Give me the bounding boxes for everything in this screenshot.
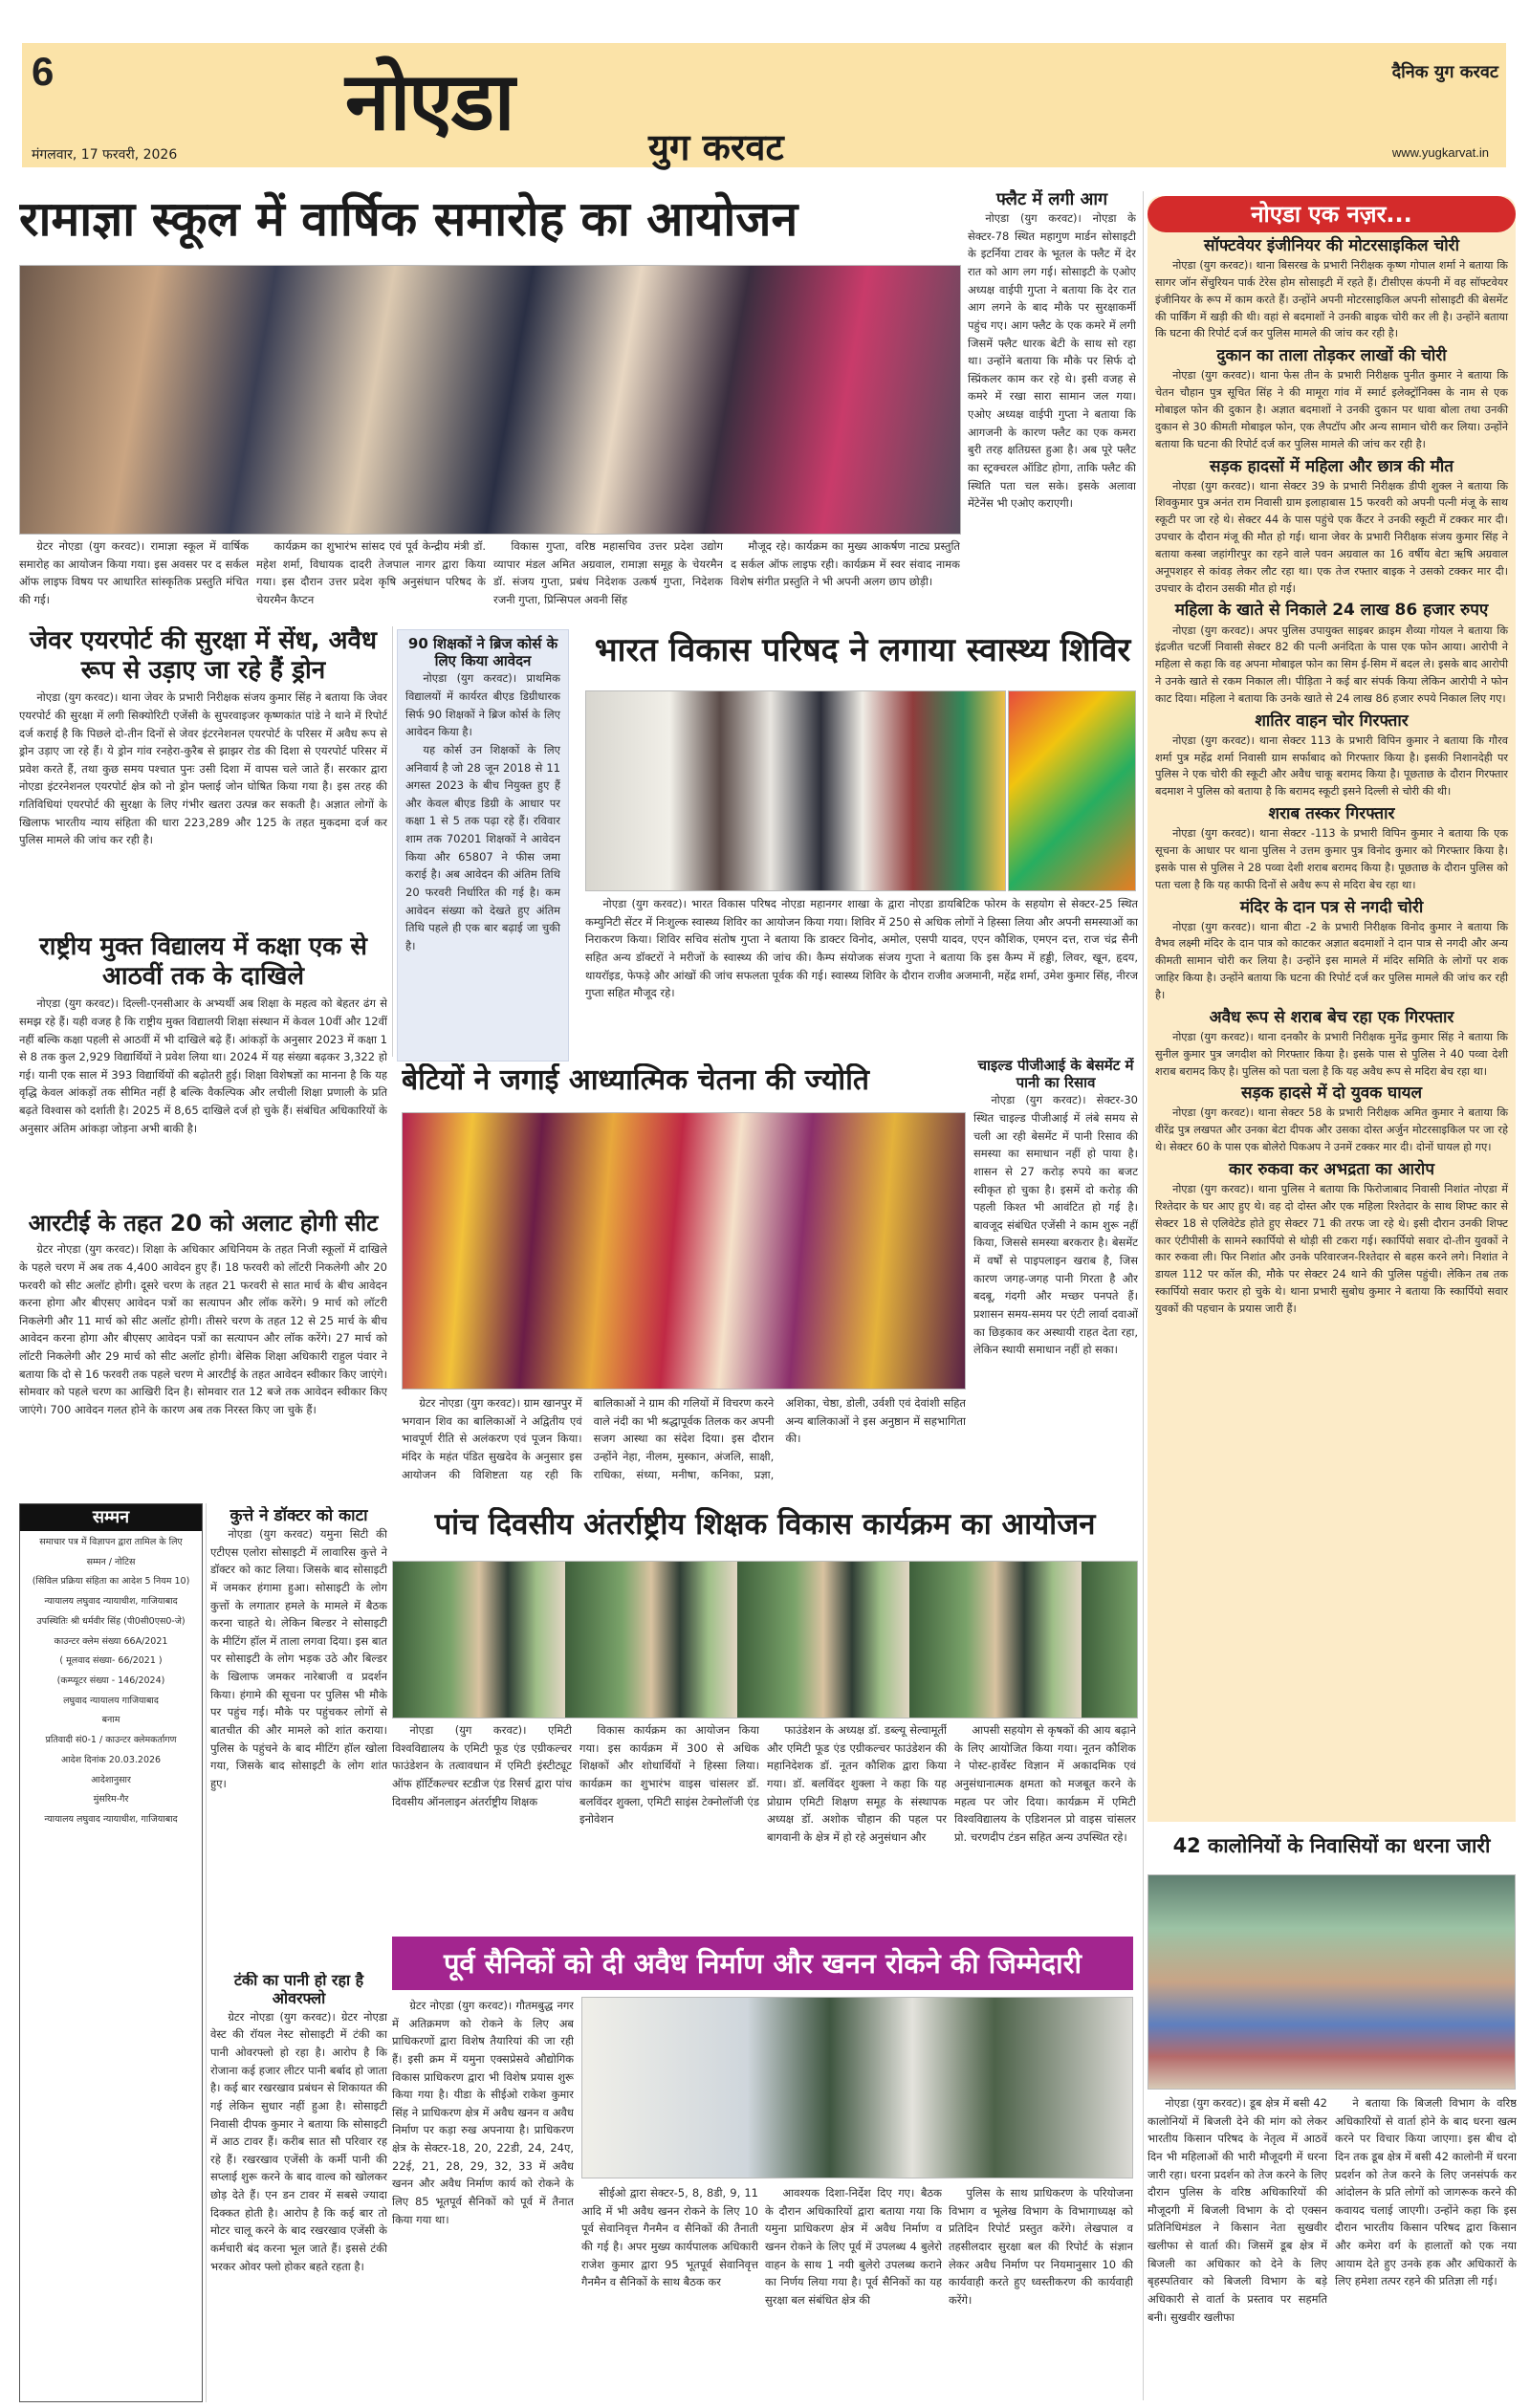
- headline: फ्लैट में लगी आग: [995, 189, 1108, 209]
- sidebar-news-item: [1148, 1160, 1516, 1318]
- sidebar-news-item: [1148, 236, 1516, 342]
- page-number: 6: [32, 49, 55, 94]
- news-item-headline: शातिर वाहन चोर गिरफ्तार: [1255, 711, 1409, 731]
- news-item-headline: अवैध रूप से शराब बेच रहा एक गिरफ्तार: [1209, 1007, 1454, 1027]
- notice-line: आदेश दिनांक 20.03.2026: [60, 1754, 162, 1765]
- notice-line: आदेशानुसार: [91, 1774, 131, 1785]
- news-item-body: नोएडा (युग करवट)। थाना सेक्टर 39 के प्रभारी निरीक्षक डीपी शुक्ल ने बताया कि शिवकुमार पुत्र अनंत राम निवासी ग्राम इलाहाबास 15 फरवरी को अपनी पत्नी मंजू के साथ स्कूटी पर जा रहे थे। सेक्टर 44 के पास पहुंचे एक कैंटर ने उनकी स्कूटी में टक्कर मार दी। उपचार के दौरान मंजू की मौत हो गई। थाना जेवर के प्रभारी निरीक्षक संजय कुमार सिंह ने बताया कस्बा जहांगीरपुर का रहने वाले पवन अग्रवाल का 16 वर्षीय बेटा ऋषि अग्रवाल अनूपशहर से कांवड़ लेकर लौट रहा था। एक तेज रफ्तार बाइक ने उसको टक्कर मार दी। उपचार के दौरान उसकी मौत हो गई।: [1155, 479, 1508, 595]
- sidebar-news-item: [1148, 1084, 1516, 1156]
- headline: भारत विकास परिषद ने लगाया स्वास्थ्य शिविर: [594, 631, 1131, 669]
- photo-ex-servicemen-meeting: [581, 1997, 1133, 2178]
- notice-line: लघुवाद न्यायालय गाजियाबाद: [63, 1695, 159, 1706]
- website-link[interactable]: www.yugkarvat.in: [1391, 145, 1489, 160]
- article-nios: राष्ट्रीय मुक्त विद्यालय में कक्षा एक से आठवीं तक के दाखिले नोएडा (युग करवट)। दिल्ली-एनसीआर के अभ्यर्थी अब शिक्षा के महत्व को बेहतर ढंग से समझ रहे हैं। यही वजह है कि राष्ट्रीय मुक्त विद्यालयी शिक्षा संस्थान में केवल 10वीं और 12वीं नहीं बल्कि कक्षा पहली से आठवीं में भी दाखिले बढ़े हैं। आंकड़ों के अनुसार 2023 में कक्षा 1 से 8 तक कुल 2,929 विद्यार्थियों ने प्रवेश लिया था। 2024 में यह संख्या बढ़कर 3,322 हो गई। यानी एक साल में 393 विद्यार्थियों की बढ़ोतरी हुई। शिक्षा विशेषज्ञों का मानना है कि यह वृद्धि केवल आंकड़ों तक सीमित नहीं है बल्कि वैकल्पिक और लचीली शिक्षा प्रणाली के प्रति बढ़ते विश्वास को दर्शाती है। 2025 में 8,65 दाखिले दर्ज हो चुके हैं। संबंधित अधिकारियों के अनुसार अंतिम आंकड़ा जोड़ना अभी बाकी है।: [19, 932, 387, 1135]
- notice-line: सम्मन / नोटिस: [86, 1556, 136, 1567]
- photo-online-meeting: [392, 1561, 1138, 1718]
- article-body: नोएडा (युग करवट)। डूब क्षेत्र में बसी 42 कालोनियों में बिजली देने की मांग को लेकर भारतीय किसान परिषद के नेतृत्व में आठवें दिन भी महिलाओं की भारी मौजूदगी में धरना जारी रहा। धरना प्रदर्शन को तेज करने के लिए दौरान पुलिस के वरिष्ठ अधिकारियों की मौजूदगी में बिजली विभाग के दो एक्सन प्रतिनिधिमंडल ने किसान नेता सुखवीर खलीफा से वार्ता की। जिसमें डूब क्षेत्र में बिजली का अधिकार को देने के लिए बृहस्पतिवार को बिजली विभाग के बड़े अधिकारी से वार्ता के प्रस्ताव पर सहमति बनी। सुखवीर खलीफा: [1148, 2096, 1327, 2324]
- article-ramagya: [19, 191, 961, 258]
- masthead: [22, 43, 1506, 167]
- headline: चाइल्ड पीजीआई के बेसमेंट में पानी का रिसाव: [977, 1058, 1134, 1091]
- headline: रामाज्ञा स्कूल में वार्षिक समारोह का आयोजन: [19, 191, 798, 247]
- headline: 90 शिक्षकों ने ब्रिज कोर्स के लिए किया आवेदन: [407, 635, 558, 669]
- article-tank-overflow: टंकी का पानी हो रहा है ओवरफ्लो ग्रेटर नोएडा (युग करवट)। ग्रेटर नोएडा वेस्ट की रॉयल नेस्ट सोसाइटी में टंकी का पानी ओवरफ्लो हो रहा है। आरोप है कि रोजाना कई हजार लीटर पानी बर्बाद हो जाता है। कई बार रखरखाव प्रबंधन से शिकायत की गई लेकिन सुधार नहीं हुआ है। सोसाइटी निवासी दीपक कुमार ने बताया कि सोसाइटी में आठ टावर हैं। करीब सात सौ परिवार रह रहे हैं। रखरखाव एजेंसी के कर्मी पानी की सप्लाई शुरू करने के बाद वाल्व को खोलकर छोड़ देते हैं। एन डन टावर में सबसे ज्यादा दिक्कत होती है। आरोप है कि कई बार तो मोटर चालू करने के बाद रखरखाव एजेंसी के कर्मचारी बंद करना भूल जाते हैं। इससे टंकी भरकर ओवर फ्लो होकर बहते रहता है।: [210, 1972, 387, 2273]
- headline: 42 कालोनियों के निवासियों का धरना जारी: [1172, 1834, 1491, 1857]
- headline: टंकी का पानी हो रहा है ओवरफ्लो: [233, 1972, 364, 2007]
- article-teacher-dev: [392, 1507, 1138, 1555]
- notice-header: सम्मन: [20, 1504, 202, 1531]
- photo-ramagya-event: [19, 265, 961, 535]
- photo-caption: नोएडा (युग करवट)। भारत विकास परिषद नोएडा महानगर शाखा के द्वारा नोएडा डायबिटिक फोरम के सहयोग से सेक्टर-25 स्थित कम्युनिटी सेंटर में निःशुल्क स्वास्थ्य शिविर का आयोजन किया गया। शिविर में 250 से अधिक लोगों ने हिस्सा लिया और अपनी समस्याओं का निराकरण किया। शिविर सचिव संतोष गुप्ता ने बताया कि डाक्टर विनोद, अमोल, एसपी यादव, एएन कौशिक, एमएन दत्त, राज चंद्र सैनी सहित अन्य डॉक्टरों ने मरीजों के स्वास्थ्य की जांच की। कैम्प संयोजक संजय गुप्ता ने बताया कि इस कैम्प में हड्डी, लिवर, खून, हृदय, थायरॉइड, फेफड़े और आंखों की जांच सफलता पूर्वक की गई। स्वास्थ्य शिविर के दौरान राजीव अजमानी, महेंद्र शर्मा, उमेश कुमार सिंह, नीरज गुप्ता सहित मौजूद रहे।: [585, 897, 1138, 1000]
- headline: पांच दिवसीय अंतर्राष्ट्रीय शिक्षक विकास कार्यक्रम का आयोजन: [434, 1507, 1096, 1542]
- sidebar-header: नोएडा एक नज़र...: [1148, 196, 1516, 232]
- news-item-headline: मंदिर के दान पत्र से नगदी चोरी: [1239, 897, 1424, 917]
- paper-name-center: युग करवट: [648, 126, 784, 168]
- news-item-body: नोएडा (युग करवट)। थाना सेक्टर 113 के प्रभारी विपिन कुमार ने बताया कि गौरव शर्मा पुत्र महेंद्र शर्मा निवासी ग्राम सर्फाबाद को गिरफ्तार किया है। इसकी निशानदेही पर पुलिस ने एक चोरी की स्कूटी और अवैध चाकू बरामद किया है। पूछताछ के दौरान गिरफ्तार बदमाश ने पुलिस को बताया है कि बरामद स्कूटी इसने दिल्ली से चोरी की थी।: [1155, 733, 1508, 799]
- notice-line: (सिविल प्रक्रिया संहिता का आदेश 5 नियम 10): [32, 1576, 190, 1587]
- notice-line: प्रतिवादी सं0-1 / काउन्टर क्लेमकर्तागण: [45, 1735, 177, 1746]
- article-child-pgi: चाइल्ड पीजीआई के बेसमेंट में पानी का रिसाव नोएडा (युग करवट)। सेक्टर-30 स्थित चाइल्ड पीजीआई में लंबे समय से चली आ रही बेसमेंट में पानी रिसाव की समस्या का समाधान नहीं हो पाया है। शासन से 27 करोड़ रुपये का बजट स्वीकृत हो चुका है। इसमें दो करोड़ की पहली किश्त भी आवंटित हो गई है। बावजूद संबंधित एजेंसी ने काम शुरू नहीं किया, जिससे समस्या बरकरार है। बेसमेंट में वर्षों से पाइपलाइन खराब है, जिस कारण जगह-जगह पानी गिरता है और बदबू, गंदगी और मच्छर पनपते हैं। प्रशासन समय-समय पर एंटी लार्वा दवाओं का छिड़काव कर अस्थायी राहत देता रहा, लेकिन स्थायी समाधान नहीं हो सका।: [973, 1058, 1138, 1357]
- article-rte: आरटीई के तहत 20 को अलाट होगी सीट ग्रेटर नोएडा (युग करवट)। शिक्षा के अधिकार अधिनियम के तहत निजी स्कूलों में दाखिले के पहले चरण में अब तक 4,400 आवेदन हुए हैं। 18 फरवरी को लॉटरी निकलेगी और 20 फरवरी को सीट अलॉट होगी। दूसरे चरण के तहत 21 फरवरी से सात मार्च के बीच आवेदन करना होगा और बीएसए आवेदन पत्रों का सत्यापन और लॉक करेंगे। 9 मार्च को लॉटरी निकलेगी और 11 मार्च को सीट अलॉट होगी। तीसरे चरण के तहत 12 से 25 मार्च के बीच आवेदन करना होगा और बीएसए आवेदन पत्रों का सत्यापन और लॉक करेंगे। 27 मार्च को लॉटरी निकलेगी और 29 मार्च को सीट अलॉट होगी। बेसिक शिक्षा अधिकारी राहुल पंवार ने बताया कि दो से 16 फरवरी तक पहले चरण मे आरटीई के तहत आवेदन स्वीकार किए जाएंगे। सोमवार को पहले चरण का आखिरी दिन है। सोमवार रात 12 बजे तक आवेदन स्वीकार किए जाएंगे। 700 आवेदन गलत होने के कारण अब तक निरस्त किए जा चुके हैं।: [19, 1210, 387, 1416]
- column-divider: [1143, 191, 1144, 2400]
- notice-line: उपस्थितिः श्री धर्मवीर सिंह (पी0सी0एस0-जे): [36, 1615, 186, 1627]
- notice-line: न्यायालय लघुवाद न्यायाधीश, गाजियाबाद: [44, 1596, 178, 1608]
- news-item-body: नोएडा (युग करवट)। थाना सेक्टर -113 के प्रभारी विपिन कुमार ने बताया कि एक सूचना के आधार पर थाना पुलिस ने उत्तम कुमार पुत्र विनोद कुमार को गिरफ्तार किया है। इसके पास से पुलिस ने 28 पव्वा देशी शराब बरामद किया है। पूछताछ के दौरान पुलिस को पता चला है कि यह काफी दिनों से अवैध रूप से मदिरा बेच रहा था।: [1155, 827, 1508, 891]
- sidebar-news-item: [1148, 898, 1516, 1004]
- article-flat-fire: फ्लैट में लगी आग नोएडा (युग करवट)। नोएडा के सेक्टर-78 स्थित महागुण मार्डन सोसाइटी के इटर्निया टावर के भूतल के फ्लैट में देर रात को आग लग गई। सोसाइटी के एओए अध्यक्ष वाईपी गुप्ता ने बताया कि देर रात आग लगने के बाद मौके पर सुरक्षाकर्मी पहुंच गए। आग फ्लैट के एक कमरे में लगी जिसमें फ्लैट धारक बेटी के साथ सो रहा था। उन्होंने बताया कि मौके पर सिर्फ दो स्प्रिंकलर काम कर रहे थे। इसी वजह से कमरे में रखा सारा सामान जल गया। एओए अध्यक्ष वाईपी गुप्ता ने बताया कि आगजनी के कारण फ्लैट का एक कमरा बुरी तरह क्षतिग्रस्त हुआ है। अब पूरे फ्लैट का स्ट्रक्चरल ऑडिट होगा, ताकि फ्लैट की स्थिति पता चल सके। इसके अलावा मेंटेनेंस भी एओए कराएगी।: [968, 189, 1136, 511]
- article-body: पुलिस के साथ प्राधिकरण के परियोजना विभाग व भूलेख विभाग के विभागाध्यक्ष को प्रतिदिन रिपोर्ट प्रस्तुत करेंगे। लेखपाल व तहसीलदार सुरक्षा बल की रिपोर्ट के संज्ञान लेकर अवैध निर्माण पर नियमानुसार 10 की कार्यवाही करते हुए ध्वस्तीकरण की कार्यवाही करेंगे।: [949, 2186, 1133, 2307]
- photo-dharna-crowd: [1148, 1874, 1516, 2090]
- column-divider: [206, 1503, 207, 2402]
- news-item-body: नोएडा (युग करवट)। थाना दनकौर के प्रभारी निरीक्षक मुनेंद्र कुमार सिंह ने बताया कि सुनील कुमार पुत्र जगदीश को गिरफ्तार किया है। इसके पास से पुलिस ने 40 पव्वा देशी शराब बरामद किए है। पुलिस को पता चला है कि यह अवैध रूप से मदिरा बेच रहा था।: [1155, 1030, 1508, 1078]
- article-body: सीईओ द्वारा सेक्टर-5, 8, 8डी, 9, 11 आदि में भी अवैध खनन रोकने के लिए 10 पूर्व सेवानिवृत्त गैनमैन व सैनिकों की तैनाती की गई है। अपर मुख्य कार्यपालक अधिकारी राजेश कुमार द्वारा 95 भूतपूर्व सेवानिवृत्त गैनमैन व सैनिकों के साथ बैठक कर: [581, 2186, 758, 2289]
- sidebar-news-item: [1148, 457, 1516, 598]
- article-body: फाउंडेशन के अध्यक्ष डॉ. डब्ल्यू सेल्वामूर्ती और एमिटी फूड एंड एग्रीकल्चर फाउंडेशन की महानिदेशक डॉ. नूतन कौशिक द्वारा किया गया। डॉ. बलविंदर शुक्ला ने कहा कि यह प्रोग्राम एमिटी शिक्षण समूह के संस्थापक अध्यक्ष डॉ. अशोक चौहान की पहल पर बागवानी के क्षेत्र में हो रहे अनुसंधान और: [767, 1723, 947, 1844]
- legal-notice-samman: [19, 1503, 203, 2402]
- notice-line: न्यायालय लघुवाद न्यायाधीश, गाजियाबाद: [44, 1814, 178, 1826]
- article-body: विकास कार्यक्रम का आयोजन किया गया। इस कार्यक्रम में 300 से अधिक शिक्षकों और शोधार्थियों ने हिस्सा लिया। कार्यक्रम का शुभारंभ वाइस चांसलर डॉ. बलविंदर शुक्ला, एमिटी साइंस टेक्नोलॉजी एंड इनोवेशन: [579, 1723, 759, 1827]
- notice-line: समाचार पत्र में विज्ञापन द्वारा तामिल के लिए: [39, 1537, 183, 1547]
- photo-health-poster: [1008, 690, 1136, 891]
- article-body: ने बताया कि बिजली विभाग के वरिष्ठ अधिकारियों से वार्ता होने के बाद धरना खत्म करने पर विचार किया जाएगा। इस बीच दो दिन तक डूब क्षेत्र में बसी 42 कालोनी में धरना प्रदर्शन को तेज करने के लिए जनसंपर्क कर आंदोलन के प्रति लोगों को जागरूक करने की कवायद चलाई जाएगी। उन्होंने कहा कि इस दौरान भारतीय किसान परिषद द्वारा किसान और कमेरा वर्ग के हालातों को एक नया आयाम देते हुए उनके हक और अधिकारों के लिए हमेशा तत्पर रहने की प्रतिज्ञा ली गई।: [1335, 2096, 1517, 2288]
- photo-caption: ग्रेटर नोएडा (युग करवट)। ग्राम खानपुर में भगवान शिव का बालिकाओं ने अद्वितीय एवं भावपूर्ण रीति से अलंकरण एवं पूजन किया। मंदिर के महंत पंडित सुखदेव के अनुसार इस आयोजन की विशिष्टता यह रही कि बालिकाओं ने ग्राम की गलियों में विचरण करने वाले नंदी का भी श्रद्धापूर्वक तिलक कर अपनी सजग आस्था का संदेश दिया। इस दौरान उन्होंने नेहा, नीलम, मुस्कान, अंजलि, साक्षी, राधिका, संध्या, मनीषा, कनिका, प्रज्ञा, अशिका, चेष्ठा, डोली, उर्वशी एवं देवांशी सहित अन्य बालिकाओं ने इस अनुष्ठान में सहभागिता की।: [402, 1396, 966, 1481]
- headline-banner-ex-servicemen: पूर्व सैनिकों को दी अवैध निर्माण और खनन रोकने की जिम्मेदारी: [392, 1937, 1133, 1990]
- news-item-body: नोएडा (युग करवट)। थाना पुलिस ने बताया कि फिरोजाबाद निवासी निशांत नोएडा में रिश्तेदार के घर आए हुए थे। वह दो दोस्त और एक महिला रिश्तेदार के साथ शिफ्ट कार से सेक्टर 18 से एलिवेटेड होते हुए सेक्टर 71 की तरफ जा रहे थे। इसी दौरान उनकी शिफ्ट कार एंटीपीसी के सामने स्कार्पियो से थोड़ी सी टकरा गई। स्कार्पियो सवार दो-तीन युवकों ने कार रुकवा ली। फिर निशांत और उनके परिवारजन-रिश्तेदार से बहस करने लगे। निशांत ने डायल 112 पर कॉल की, मौके पर सेक्टर 24 थाने की पुलिस पहुंची। लेकिन तब तक स्कार्पियो सवार फरार हो चुके थे। थाना प्रभारी सुबोध कुमार ने बताया कि स्कार्पियो सवार युवकों की पहचान के प्रयास जारी हैं।: [1155, 1183, 1508, 1315]
- sidebar-news-item: [1148, 1008, 1516, 1081]
- news-item-headline: सड़क हादसों में महिला और छात्र की मौत: [1210, 456, 1454, 476]
- sidebar-noida-ek-nazar: [1148, 196, 1516, 1822]
- article-jewar-drones: जेवर एयरपोर्ट की सुरक्षा में सेंध, अवैध रूप से उड़ाए जा रहे हैं ड्रोन नोएडा (युग करवट)। थाना जेवर के प्रभारी निरीक्षक संजय कुमार सिंह ने बताया कि जेवर एयरपोर्ट की सुरक्षा में लगी सिक्योरिटी एजेंसी के सुपरवाइजर कृष्णकांत पांडे ने थाने में रिपोर्ट दर्ज कराई है कि पिछले दो-तीन दिनों से जेवर इंटरनेशनल एयरपोर्ट के परिसर में अवैध रूप से ड्रोन उड़ाए जा रहे हैं। ये ड्रोन गांव रनहेरा-कुरैब से झाझर रोड की दिशा से एयरपोर्ट परिसर में प्रवेश करते हैं, तथा कुछ समय पश्चात पुनः उसी दिशा में वापस चले जाते हैं। सरकार द्वारा नोएडा इंटरनेशनल एयरपोर्ट क्षेत्र को नो ड्रोन फ्लाई जोन घोषित किया गया है। इस तरह की गतिविधियां एयरपोर्ट की सुरक्षा के लिए गंभीर खतरा उत्पन्न कर सकती है। अज्ञात लोगों के खिलाफ भारतीय न्याय संहिता की धारा 223,289 और 125 के तहत मुकदमा दर्ज कर पुलिस मामले की जांच कर रही है।: [19, 626, 387, 847]
- notice-line: (कम्प्यूटर संख्या - 146/2024): [56, 1675, 165, 1687]
- news-item-headline: सॉफ्टवेयर इंजीनियर की मोटरसाइकिल चोरी: [1203, 236, 1460, 255]
- news-item-body: नोएडा (युग करवट)। थाना सेक्टर 58 के प्रभारी निरीक्षक अमित कुमार ने बताया कि वीरेंद्र पुत्र लखपत और उनका बेटा दीपक और उसका दोस्त अर्जुन मोटरसाइकिल पर जा रहे थे। सेक्टर 60 के पास एक बोलेरो पिकअप ने उनमें टक्कर मार दी। दोनों घायल हो गए।: [1155, 1106, 1508, 1154]
- news-item-body: नोएडा (युग करवट)। थाना बिसरख के प्रभारी निरीक्षक कृष्ण गोपाल शर्मा ने बताया कि सागर जॉन सेंचुरियन पार्क टेरेस होम सोसाइटी में रहते हैं। टीसीएस कंपनी में वह सॉफ्टवेयर इंजीनियर के रूप में काम करते हैं। उन्होंने अपनी मोटरसाइकिल अपनी सोसाइटी की बेसमेंट की पार्किंग में खड़ी की थी। वहां से बदमाशों ने उनकी बाइक चोरी कर ली है। उन्होंने बताया कि घटना की रिपोर्ट दर्ज कर पुलिस मामले की जांच कर रही है।: [1155, 259, 1508, 340]
- news-item-body: नोएडा (युग करवट)। अपर पुलिस उपायुक्त साइबर क्राइम शैव्या गोयल ने बताया कि इंद्रजीत चटर्जी निवासी सेक्टर 82 की पत्नी अनंदिता के पास एक फोन आया। आरोपी ने महिला से कहा कि वह अपना मोबाइल फोन का सिम ई-सिम में बदल ले। इसके बाद आरोपी ने उनके खाते से रकम निकाल ली। पीड़िता ने कई बार संपर्क किया लेकिन आरोपी ने फोन काट दिया। महिला ने बताया कि उनके खाते से 24 लाख 86 हजार रुपये निकाल लिए गए।: [1155, 624, 1508, 705]
- notice-line: बनाम: [101, 1715, 120, 1726]
- article-body: आपसी सहयोग से कृषकों की आय बढ़ाने के लिए आयोजित किया गया। नूतन कौशिक ने पोस्ट-हार्वेस्ट विज्ञान में अकादमिक एवं अनुसंधानात्मक क्षमता को मजबूत करने के महत्व पर जोर दिया। कार्यक्रम में एमिटी विश्वविद्यालय के एडिशनल प्रो वाइस चांसलर प्रो. चरणदीप टंडन सहित अन्य उपस्थित रहे।: [954, 1723, 1136, 1844]
- notice-line: मुंसरिम-गैर: [93, 1794, 129, 1806]
- news-item-headline: कार रुकवा कर अभद्रता का आरोप: [1229, 1160, 1434, 1180]
- article-betiyan: [402, 1063, 966, 1111]
- notice-line: ( मूलवाद संख्या- 66/2021 ): [59, 1655, 163, 1667]
- photo-betiyan-puja: [402, 1112, 966, 1390]
- headline: बेटियों ने जगाई आध्यात्मिक चेतना की ज्योति: [402, 1063, 870, 1097]
- column-divider: [392, 626, 393, 1057]
- article-body: आवश्यक दिशा-निर्देश दिए गए। बैठक के दौरान अधिकारियों द्वारा बताया गया कि यमुना प्राधिकरण क्षेत्र में अवैध निर्माण व खनन रोकने के लिए पूर्व में उपलब्ध 4 बुलेरो वाहन के साथ 1 नयी बुलेरो उपलब्ध कराने का निर्णय लिया गया है। पूर्व सैनिकों का यह सुरक्षा बल संबंधित क्षेत्र की: [765, 2186, 942, 2307]
- news-item-headline: सड़क हादसे में दो युवक घायल: [1241, 1084, 1422, 1104]
- article-body: ग्रेटर नोएडा (युग करवट)। गौतमबुद्ध नगर में अतिक्रमण को रोकने के लिए अब प्राधिकरणों द्वारा विशेष तैयारियां की जा रही हैं। इसी क्रम में यमुना एक्सप्रेसवे औद्योगिक विकास प्राधिकरण द्वारा भी विशेष प्रयास शुरू किया गया है। यीडा के सीईओ राकेश कुमार सिंह ने प्राधिकरण क्षेत्र में अवैध खनन व अवैध निर्माण पर कड़ा रुख अपनाया है। प्राधिकरण क्षेत्र के सेक्टर-18, 20, 22डी, 24, 24ए, 22ई, 21, 28, 29, 32, 33 में अवैध खनन और अवैध निर्माण कार्य को रोकने के लिए 85 भूतपूर्व सैनिकों को पूर्व में तैनात किया गया था।: [392, 1999, 574, 2226]
- issue-date: मंगलवार, 17 फरवरी, 2026: [32, 147, 178, 163]
- news-item-headline: दुकान का ताला तोड़कर लाखों की चोरी: [1216, 346, 1447, 366]
- headline: जेवर एयरपोर्ट की सुरक्षा में सेंध, अवैध रूप से उड़ाए जा रहे हैं ड्रोन: [30, 626, 377, 685]
- sidebar-news-item: [1148, 346, 1516, 452]
- headline: राष्ट्रीय मुक्त विद्यालय में कक्षा एक से आठवीं तक के दाखिले: [39, 932, 367, 991]
- article-body: कार्यक्रम का शुभारंभ सांसद एवं पूर्व केन्द्रीय मंत्री डॉ. महेश शर्मा, विधायक दादरी तेजपाल नागर द्वारा किया गया। इस दौरान उत्तर प्रदेश कृषि अनुसंधान परिषद के चेयरमैन कैप्टन: [256, 539, 486, 606]
- photo-health-camp: [585, 690, 1006, 891]
- news-item-body: नोएडा (युग करवट)। थाना फेस तीन के प्रभारी निरीक्षक पुनीत कुमार ने बताया कि चेतन चौहान पुत्र सूचित सिंह ने की मामूरा गांव में स्मार्ट इलेक्ट्रॉनिक्स के नाम से एक मोबाइल फोन की दुकान है। अज्ञात बदमाशों ने उनकी दुकान पर धावा बोला तथा उनकी दुकान से 30 कीमती मोबाइल फोन, एक लैपटॉप और अन्य सामान चोरी कर लिया। उन्होंने बताया कि घटना की रिपोर्ट दर्ज कर पुलिस मामले की जांच कर रही है।: [1155, 369, 1508, 450]
- headline: कुत्ते ने डॉक्टर को काटा: [230, 1506, 368, 1525]
- sidebar-news-item: [1148, 711, 1516, 800]
- section-title: नोएडा: [345, 55, 514, 148]
- article-body: ग्रेटर नोएडा (युग करवट)। रामाज्ञा स्कूल में वार्षिक समारोह का आयोजन किया गया। इस अवसर पर द सर्कल ऑफ लाइफ विषय पर आधारित सांस्कृतिक प्रस्तुति मंचित की गई।: [19, 539, 249, 606]
- notice-line: काउन्टर क्लेम संख्या 66A/2021: [54, 1635, 168, 1647]
- sidebar-news-item: [1148, 804, 1516, 893]
- article-dog-bite: कुत्ते ने डॉक्टर को काटा नोएडा (युग करवट) यमुना सिटी की एटीएस एलोरा सोसाइटी में लावारिस कुत्ते ने डॉक्टर को काट लिया। जिसके बाद सोसाइटी में जमकर हंगामा हुआ। सोसाइटी के लोग कुत्तों के लगातार हमले के मामले में बैठक करना चाहते थे। लेकिन बिल्डर ने सोसाइटी के मीटिंग हॉल में ताला लगवा दिया। इस बात पर सोसाइटी के लोग भड़क उठे और बिल्डर के खिलाफ जमकर नारेबाजी व प्रदर्शन किया। हंगामे की सूचना पर पुलिस भी मौके पर पहुंच गई। मौके पर पहुंचकर लोगों से बातचीत की और मामले को शांत कराया। पुलिस के पहुंचने के बाद मीटिंग हॉल खोला गया, जिसके बाद सोसाइटी के लोग शांत हुए।: [210, 1506, 387, 1790]
- news-item-body: नोएडा (युग करवट)। थाना बीटा -2 के प्रभारी निरीक्षक विनोद कुमार ने बताया कि वैभव लक्ष्मी मंदिर के दान पात्र को काटकर अज्ञात बदमाशों ने दान पात्र से नगदी और अन्य कीमती सामान चोरी कर लिया है। उन्होंने इस मामले में मंदिर समिति के लोगों पर शक जाहिर किया है। उन्होंने बताया कि घटना की रिपोर्ट दर्ज कर पुलिस मामले की जांच कर रही है।: [1155, 920, 1508, 1002]
- article-body: मौजूद रहे। कार्यक्रम का मुख्य आकर्षण नाट्य प्रस्तुति द सर्कल ऑफ लाइफ रही। कार्यक्रम में स्वर संवाद नामक विशेष संगीत प्रस्तुति ने भी अपनी अलग छाप छोड़ी।: [731, 539, 960, 589]
- headline: आरटीई के तहत 20 को अलाट होगी सीट: [28, 1210, 379, 1237]
- article-body: विकास गुप्ता, वरिष्ठ महासचिव उत्तर प्रदेश उद्योग व्यापार मंडल अमित अग्रवाल, रामाज्ञा समूह के चेयरमैन डॉ. संजय गुप्ता, प्रबंध निदेशक उत्कर्ष गुप्ता, निदेशक रजनी गुप्ता, प्रिन्सिपल अवनी सिंह: [493, 539, 723, 606]
- news-item-headline: शराब तस्कर गिरफ्तार: [1268, 804, 1395, 824]
- article-dharna: [1148, 1834, 1516, 1872]
- article-health-camp: [585, 631, 1140, 689]
- news-item-headline: महिला के खाते से निकाले 24 लाख 86 हजार रुपए: [1174, 601, 1489, 621]
- article-bridge-course: 90 शिक्षकों ने ब्रिज कोर्स के लिए किया आवेदन नोएडा (युग करवट)। प्राथमिक विद्यालयों में कार्यरत बीएड डिग्रीधारक सिर्फ 90 शिक्षकों ने ब्रिज कोर्स के लिए आवेदन किया है। यह कोर्स उन शिक्षकों के लिए अनिवार्य है जो 28 जून 2018 से 11 अगस्त 2023 के बीच नियुक्त हुए हैं और केवल बीएड डिग्री के आधार पर कक्षा 1 से 5 तक पढ़ा रहे हैं। रविवार शाम तक 70201 शिक्षकों ने आवेदन किया और 65807 ने फीस जमा कराई है। अब आवेदन की अंतिम तिथि 20 फरवरी निर्धारित की गई है। कम आवेदन संख्या को देखते हुए अंतिम तिथि पहले ही एक बार बढ़ाई जा चुकी है।: [397, 629, 569, 1062]
- paper-name-right: दैनिक युग करवट: [1391, 62, 1498, 82]
- sidebar-news-item: [1148, 601, 1516, 707]
- article-body: नोएडा (युग करवट)। एमिटी विश्वविद्यालय के एमिटी फूड एंड एग्रीकल्चर फाउंडेशन के तत्वावधान में एमिटी इंस्टीट्यूट ऑफ हॉर्टिकल्चर स्टडीज एंड रिसर्च द्वारा पांच दिवसीय ऑनलाइन अंतर्राष्ट्रीय शिक्षक: [392, 1723, 572, 1808]
